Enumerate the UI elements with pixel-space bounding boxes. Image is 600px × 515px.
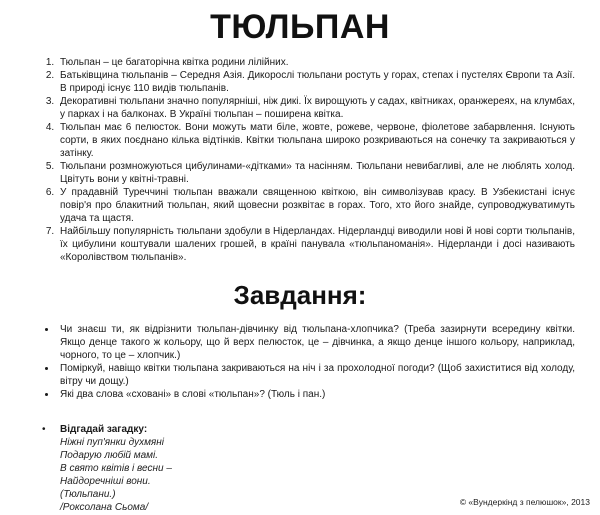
task-item: • Поміркуй, навіщо квітки тюльпана закриваються на ніч і за прохолодної погоди? (Щоб захиститися від холоду, вітру чи дощу.) bbox=[57, 362, 575, 388]
riddle-line: Подарую любій мамі. bbox=[60, 450, 159, 461]
page-title: ТЮЛЬПАН bbox=[210, 8, 390, 46]
riddle-line: (Тюльпани.) bbox=[60, 489, 116, 500]
riddle-line: Ніжні пуп'янки духмяні bbox=[60, 437, 164, 448]
copyright-credit: © «Вундеркінд з пелюшок», 2013 bbox=[459, 497, 590, 507]
facts-list bbox=[40, 56, 575, 264]
tasks-list bbox=[40, 323, 575, 401]
riddle-line: /Роксолана Сьома/ bbox=[60, 502, 149, 513]
bullet-icon: • bbox=[42, 424, 46, 435]
riddle-heading-row bbox=[40, 423, 575, 436]
fact-item: 3. Декоративні тюльпани значно популярніші, ніж дикі. Їх вирощують у садах, квітниках, оранжереях, на клумбах, у парках і на балконах. В Україні тюльпан – поширена квітка. bbox=[57, 95, 575, 121]
fact-item: 2. Батьківщина тюльпанів – Середня Азія. Дикорослі тюльпани ростуть у горах, степах і пустелях Європи та Азії. В природі існує 110 видів тюльпанів. bbox=[57, 69, 575, 95]
task-item: • Чи знаєш ти, як відрізнити тюльпан-дівчинку від тюльпана-хлопчика? (Треба зазирнути всередину квітки. Якщо денце такого ж кольору, що й верх пелюсток, це – дівчинка, а якщо денце іншого кольору, наприклад, чорного, то це – хлопчик.) bbox=[57, 323, 575, 362]
fact-item: 1. Тюльпан – це багаторічна квітка родини лілійних. bbox=[57, 56, 575, 69]
riddle-line: В свято квітів і весни – bbox=[60, 463, 172, 474]
document-page bbox=[0, 8, 600, 515]
riddle-heading: Відгадай загадку: bbox=[60, 424, 148, 435]
tasks-section-title: Завдання: bbox=[233, 280, 367, 310]
riddle-line: Найдоречніші вони. bbox=[60, 476, 151, 487]
fact-item: 7. Найбільшу популярність тюльпани здобули в Нідерландах. Нідерландці виводили нові й нові сорти тюльпанів, їх цибулини коштували шалених грошей, в країні панувала «тюльпаноманія». Нідерланди і досі називають «Королівством тюльпанів». bbox=[57, 225, 575, 264]
fact-item: 6. У прадавній Туреччині тюльпан вважали священною квіткою, він символізував красу. В Узбекистані існує повір'я про блакитний тюльпан, який щовесни розквітає в горах. Того, хто його знайде, супроводжуватимуть удача та щастя. bbox=[57, 186, 575, 225]
task-item: • Які два слова «сховані» в слові «тюльпан»? (Тюль і пан.) bbox=[57, 388, 575, 401]
fact-item: 4. Тюльпан має 6 пелюсток. Вони можуть мати біле, жовте, рожеве, червоне, фіолетове забарвлення. Існують сорти, в яких поєднано кілька відтінків. Квітки тюльпана широко розкриваються на сонечку та закриваються у затінку. bbox=[57, 121, 575, 160]
fact-item: 5. Тюльпани розмножуються цибулинами-«дітками» та насінням. Тюльпани невибагливі, але не люблять холод. Цвітуть вони у квітні-травні. bbox=[57, 160, 575, 186]
